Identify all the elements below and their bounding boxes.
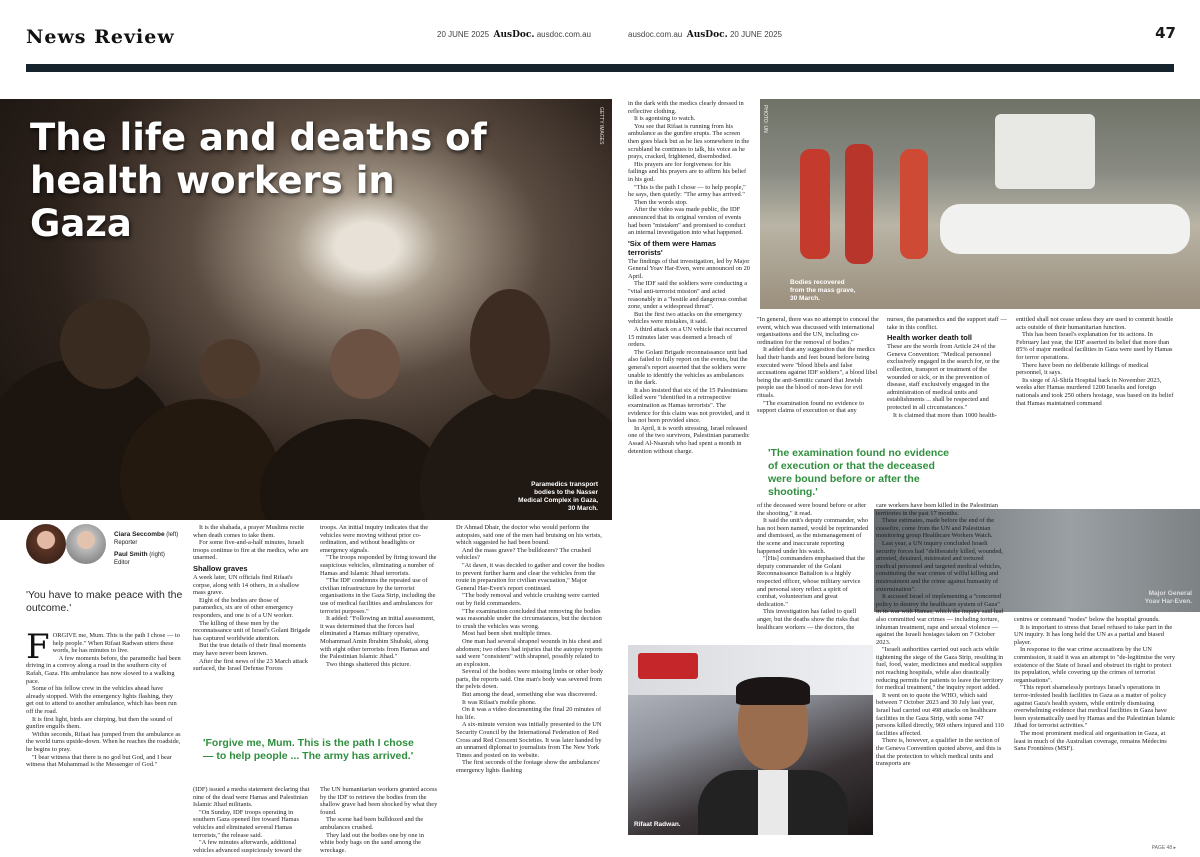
paragraph: A week later, UN officials find Rifaat's corpse, along with 14 others, in a shallow mass grave.	[193, 573, 300, 597]
column-1	[26, 627, 182, 769]
paragraph: It said the unit's deputy commander, who has not been named, would be reprimanded and dismissed, as the mismanagement of the scene and inaccurate reporting happened under his watch.	[757, 517, 869, 555]
paragraph: It went on to quote the WHO, which said between 7 October 2023 and 30 July last year, Israel had carried out 498 attacks on healthcare facilities in the Gaza Strip, with some 747 persons killed directly, 969 others injured and 110 facilities affected.	[876, 691, 1004, 737]
editor-name: Paul Smith	[114, 551, 148, 558]
column-6-continued	[757, 502, 869, 631]
paragraph: The findings of that investigation, led by Major General Yoav Har-Even, were announced on 20 April.	[628, 257, 750, 280]
paragraph: For some five-and-a-half minutes, Israeli troops continue to fire at the medics, who are unarmed.	[193, 539, 309, 562]
paragraph: It was Rifaat's mobile phone.	[462, 698, 537, 706]
paragraph: "This report shamelessly portrays Israel's operations in terror-infested health facilities in Gaza as a matter of policy against Gaza's health system, while entirely dismissing overwhelming evidence that medical facilities in Gaza have been systematically used by Hamas and the Palestinian Islamic Jihad for terrorist activities."	[1014, 684, 1176, 730]
paragraph: "The examination concluded that removing the bodies was reasonable under the circumstances, but the decision to crush the vehicles was wrong.	[456, 607, 602, 630]
paragraph: Its siege of Al-Shifa Hospital back in November 2023, weeks after Hamas murdered 1200 Israelis and foreign nationals and took 250 others hostage, was based on its belief that Hamas maintained command	[1016, 376, 1174, 407]
column-2	[193, 524, 311, 673]
mass-grave-photo	[760, 99, 1200, 309]
subhead-death-toll: Health worker death toll	[887, 333, 973, 343]
subhead-six-hamas: 'Six of them were Hamas terrorists'	[628, 238, 717, 257]
column-7-continued	[876, 502, 1004, 768]
column-8	[1016, 316, 1176, 407]
paragraph: The Golani Brigade reconnaissance unit had also failed to fully report on the events, but the general's report asserted that the soldiers were unable to identify the vehicles as ambulances in the dark.	[628, 348, 748, 387]
paragraph: of the deceased were bound before or after the shooting," it read.	[757, 502, 867, 517]
headline: The life and deaths of health workers in Gaza	[30, 116, 487, 245]
paragraph: But the true details of their final moments may have never been known.	[193, 642, 307, 657]
paragraph: FORGIVE me, Mum. This is the path I chose — to help people." When Rifaat Radwan utters these words, he has minutes to live.	[26, 627, 180, 667]
paragraph: After the video was made public, the IDF announced that its original version of events had been "mistaken" and promised to conduct an internal investigation into what happened.	[628, 206, 746, 237]
subhead-shallow-graves: Shallow graves	[193, 563, 248, 573]
paragraph: The first seconds of the footage show the ambulances' emergency lights flashing	[456, 759, 601, 774]
paragraph: After the first news of the 23 March attack surfaced, the Israel Defense Forces	[193, 657, 308, 673]
paragraph: It is claimed that more than 1000 health-	[893, 411, 997, 419]
paragraph: entitled shall not cease unless they are used to commit hostile acts outside of their humanitarian function.	[1016, 316, 1174, 331]
column-8-continued	[1014, 616, 1176, 753]
paragraph: (IDF) issued a media statement declaring that nine of the dead were Hamas and Palestinian Islamic Jihad militants.	[193, 786, 310, 809]
section-title: News Review	[26, 26, 175, 48]
paragraph: This investigation has failed to quell anger, but the deaths show the risks that healthcare workers — the doctors, the	[757, 608, 859, 631]
paragraph: in the dark with the medics clearly dressed in reflective clothing.	[628, 100, 744, 115]
right-page-dateline	[628, 30, 782, 40]
reporter-role: Reporter	[114, 540, 138, 546]
column-7	[887, 316, 1009, 419]
paragraph: "Israeli authorities carried out such acts while tightening the siege of the Gaza Strip, resulting in fuel, food, water, medicines and medical supplies not reaching hospitals, while also drastically reducing permits for patients to leave the territory for medical treatment," the inquiry report added.	[876, 646, 1004, 692]
paragraph: You see that Rifaat is running from his ambulance as the gunfire erupts. The screen then goes black but as he lies somewhere in the scrubland he continues to talk, his voice as he prays, cracked, frightened, disembodied.	[628, 122, 750, 161]
paragraph: His prayers are for forgiveness for his failings and his prayers are to affirm his belief in his god.	[628, 160, 747, 183]
drop-cap: F	[26, 627, 50, 667]
paragraph: "At dawn, it was decided to gather and cover the bodies to prevent further harm and clear the vehicles from the route in preparation for civilian evacuation," Major General Har-Even's report continued.	[456, 561, 605, 592]
paragraph: The killing of these men by the reconnaissance unit of Israel's Golani Brigade has captured worldwide attention.	[193, 619, 311, 642]
paragraph: troops. An initial inquiry indicates that the vehicles were moving without prior co-ordination, and without headlights or emergency signals.	[320, 524, 429, 554]
paragraph: "A few minutes afterwards, additional vehicles advanced suspiciously toward the	[193, 839, 302, 854]
paragraph: "In general, there was no attempt to conceal the event, which was discussed with international organisations and the UN, including co-ordination for the removal of bodies."	[757, 316, 879, 346]
paragraph: "The troops responded by firing toward the suspicious vehicles, eliminating a number of Hamas and Islamic Jihad terrorists.	[320, 554, 437, 577]
paragraph: Eight of the bodies are those of paramedics, six are of other emergency responders, and one is of a UN worker.	[193, 596, 294, 619]
paragraph: care workers have been killed in the Palestinian territories in the past 17 months.	[876, 502, 998, 517]
column-3-continued	[320, 786, 438, 854]
paragraph: The UN humanitarian workers granted access by the IDF to retrieve the bodies from the shallow grave had been shocked by what they found.	[320, 786, 438, 816]
column-3	[320, 524, 438, 668]
left-url: ausdoc.com.au	[536, 30, 591, 39]
paragraph: These estimates, made before the end of the ceasefire, come from the UN and Palestinian monitoring group Healthcare Workers Watch.	[876, 517, 995, 540]
editor-avatar	[66, 524, 106, 564]
paragraph: "I bear witness that there is no god but God, and I bear witness that Muhammad is the Messenger of God."	[26, 753, 172, 769]
rifaat-radwan-photo	[628, 645, 873, 835]
left-page-dateline	[437, 30, 591, 40]
paragraph: And the mass grave? The bulldozers? The crushed vehicles?	[456, 546, 591, 562]
paragraph: In response to the war crime accusations by the UN commission, it said it was an attempt to "de-legitimise the very existence of the State of Israel and obstruct its right to protect its population, while covering up the crimes of terrorist organisations".	[1014, 646, 1176, 684]
paragraph: There is, however, a qualifier in the section of the Geneva Convention quoted above, and this is that the protection to which medical units and transports are	[876, 737, 1002, 768]
page-number: 47	[1155, 24, 1176, 42]
reporter-avatar	[26, 524, 66, 564]
column-5	[628, 100, 750, 455]
paragraph: This has been Israel's explanation for its actions. In February last year, the IDF asserted its belief that more than 85% of major medical facilities in Gaza were used by Hamas for terror operations.	[1016, 331, 1173, 361]
paragraph: On it was a video documenting the final 20 minutes of his life.	[456, 706, 602, 721]
author-editor	[114, 551, 165, 567]
top-photo-caption: Bodies recovered from the mass grave, 30 March.	[790, 279, 856, 302]
paragraph: One man had several shrapnel wounds in his chest and abdomen; two others had injuries that the autopsy reports said were "consistent" with shrapnel, possibly related to an explosion.	[456, 637, 603, 668]
paragraph: Last year, a UN inquiry concluded Israeli security forces had "deliberately killed, wounded, arrested, detained, mistreated and tortured medical personnel and targeted medical vehicles, constituting the war crimes of wilful killing and mistreatment and the crime against humanity of extermination".	[876, 539, 1004, 593]
paragraph: It is first light, birds are chirping, but then the sound of gunfire engulfs them.	[26, 715, 173, 731]
paragraph: "[His] commanders emphasised that the deputy commander of the Golani Reconnaissance Battalion is a highly respected officer, whose military service and personal story reflect a spirit of combat, volunteerism and great dedication."	[757, 555, 865, 608]
top-photo-credit: PHOTO: UN	[762, 105, 768, 133]
intro-quote: 'You have to make peace with the outcome.'	[26, 589, 183, 614]
paragraph: Dr Ahmad Dhair, the doctor who would perform the autopsies, said one of the men had bruising on his wrists, which suggested he had been bound.	[456, 524, 602, 547]
right-url: ausdoc.com.au	[628, 30, 683, 39]
right-date: 20 JUNE 2025	[729, 30, 782, 39]
reporter-name: Ciara Seccombe	[114, 531, 165, 538]
paragraph: "On Sunday, IDF troops operating in southern Gaza opened fire toward Hamas vehicles and eliminated several Hamas terrorists," the release said.	[193, 808, 299, 839]
paragraph: There have been no deliberate killings of medical personnel, it says.	[1016, 361, 1149, 377]
left-brand-logo: AusDoc.	[493, 30, 535, 40]
paragraph: "The examination found no evidence to support claims of execution or that any	[757, 399, 865, 415]
editor-role: Editor	[114, 560, 130, 566]
paragraph: It also insisted that six of the 15 Palestinians killed were "identified in a retrospective examination as Hamas terrorists". The evidence for this claim was not provided, and it has not been provided since.	[628, 386, 750, 425]
author-reporter	[114, 531, 178, 547]
paragraph: "The body removal and vehicle crushing were carried out by field commanders.	[456, 592, 600, 607]
main-photo-caption: Paramedics transport bodies to the Nasser Medical Complex in Gaza, 30 March.	[518, 481, 598, 512]
paragraph: It is agonising to watch.	[634, 115, 696, 123]
paragraph: It added: "Following an initial assessment, it was determined that the forces had eliminated a Hamas military operative, Mohammad Amin Ibrahim Shubaki, along with eight other terrorists from Hamas and the Palestinian Islamic Jihad."	[320, 615, 435, 661]
paragraph: These are the words from Article 24 of the Geneva Convention: "Medical personnel exclusively engaged in the search for, or the collection, transport or treatment of the wounded or sick, or in the prevention of disease, staff exclusively engaged in the administration of medical units and establishments ... shall be respected and protected in all circumstances."	[887, 343, 1000, 411]
paragraph: The most prominent medical aid organisation in Gaza, at least in much of the Australian coverage, remains Médecins Sans Frontières (MSF).	[1014, 729, 1167, 753]
left-date: 20 JUNE 2025	[437, 30, 490, 39]
paragraph: Some of his fellow crew in the vehicles ahead have already stopped. With the emergency lights flashing, they get out to attend to another ambulance, which has been run off the road.	[26, 685, 177, 715]
paragraph: The scene had been bulldozed and the ambulances crushed.	[320, 816, 424, 831]
paragraph: Most had been shot multiple times.	[462, 630, 552, 638]
paragraph: Several of the bodies were missing limbs or other body parts, the reports said. One man's body was severed from the pelvis down.	[456, 668, 604, 691]
paragraph: But among the dead, something else was discovered.	[462, 691, 598, 699]
paragraph: A few moments before, the paramedic had been driving in a convoy along a road in the southern city of Rafah, Gaza. His ambulance has now slowed to a walking pace.	[26, 654, 181, 685]
right-photo-caption: Major General Yoav Har-Even.	[1144, 590, 1192, 605]
paragraph: "This is the path I chose — to help people," he says, then quietly: "The army has arrived."	[628, 183, 746, 199]
continued-marker: PAGE 48 ▸	[1151, 845, 1176, 851]
paragraph: A six-minute version was initially presented to the UN Security Council by the International Federation of Red Cross and Red Crescent Societies. It was later handed by an unnamed diplomat to journalists from The New York Times and posted on its website.	[456, 721, 602, 759]
main-photo-credit: GETTY IMAGES	[598, 107, 604, 145]
paragraph: centres or command "nodes" below the hospital grounds.	[1014, 616, 1160, 623]
paragraph: They laid out the bodies one by one in white body bags on the sand among the wreckage.	[320, 831, 424, 854]
paragraph: "The IDF condemns the repeated use of civilian infrastructure by the terrorist organisations in the Gaza Strip, including the use of medical facilities and ambulances for terrorist purposes."	[320, 577, 436, 615]
paragraph: Within seconds, Rifaat has jumped from the ambulance as the world turns upside-down. When he reaches the roadside, he begins to pray.	[26, 730, 181, 753]
paragraph: But the first two attacks on the emergency vehicles were mistakes, it said.	[628, 310, 742, 326]
bottom-photo-caption: Rifaat Radwan.	[634, 821, 681, 828]
pullquote-left: 'Forgive me, Mum. This is the path I chose — to help people ... The army has arrived.'	[203, 737, 414, 762]
paragraph: nurses, the paramedics and the support staff — take in this conflict.	[887, 316, 1007, 331]
column-6	[757, 316, 879, 415]
column-2-continued	[193, 786, 311, 854]
column-4	[456, 524, 606, 775]
paragraph: It added that any suggestion that the medics had their hands and feet bound before being executed were "blood libels and false accusations against IDF soldiers", a blood libel being the anti-Semitic canard that Jewish people use the blood of non-Jews for evil rituals.	[757, 346, 878, 399]
editor-side: (right)	[149, 552, 165, 558]
paragraph: It is the shahada, a prayer Muslims recite when death comes to take them.	[193, 524, 305, 539]
header-rule	[26, 64, 1174, 72]
pullquote-right: 'The examination found no evidence of execution or that the deceased were bound before or after the shooting.'	[768, 447, 950, 498]
paragraph: Two things shattered this picture.	[326, 660, 411, 668]
paragraph: A third attack on a UN vehicle that occurred 15 minutes later was deemed a breach of orders.	[628, 326, 748, 349]
paragraph: The IDF said the soldiers were conducting a "vital anti-terrorist mission" and acted reasonably in a "hostile and dangerous combat zone, under a widespread threat".	[628, 280, 748, 311]
reporter-side: (left)	[166, 532, 179, 538]
right-brand-logo: AusDoc.	[686, 30, 728, 40]
paragraph: In April, it is worth stressing, Israel released one of the two survivors, Palestinian paramedic Assad Al-Nsasrah who had spent a month in detention without charge.	[628, 424, 750, 455]
paragraph: Then the words stop.	[634, 198, 688, 206]
paragraph: It accused Israel of implementing a "concerted policy to destroy the healthcare system of Gaza" in its war with Hamas, which the inquiry said had also committed war crimes — including torture, inhuman treatment, rape and sexual violence — against the Israeli hostages taken on 7 October 2023.	[876, 593, 1004, 646]
paragraph: It is important to stress that Israel refused to take part in the UN inquiry. It has long held the UN as a partial and biased player.	[1014, 623, 1173, 646]
